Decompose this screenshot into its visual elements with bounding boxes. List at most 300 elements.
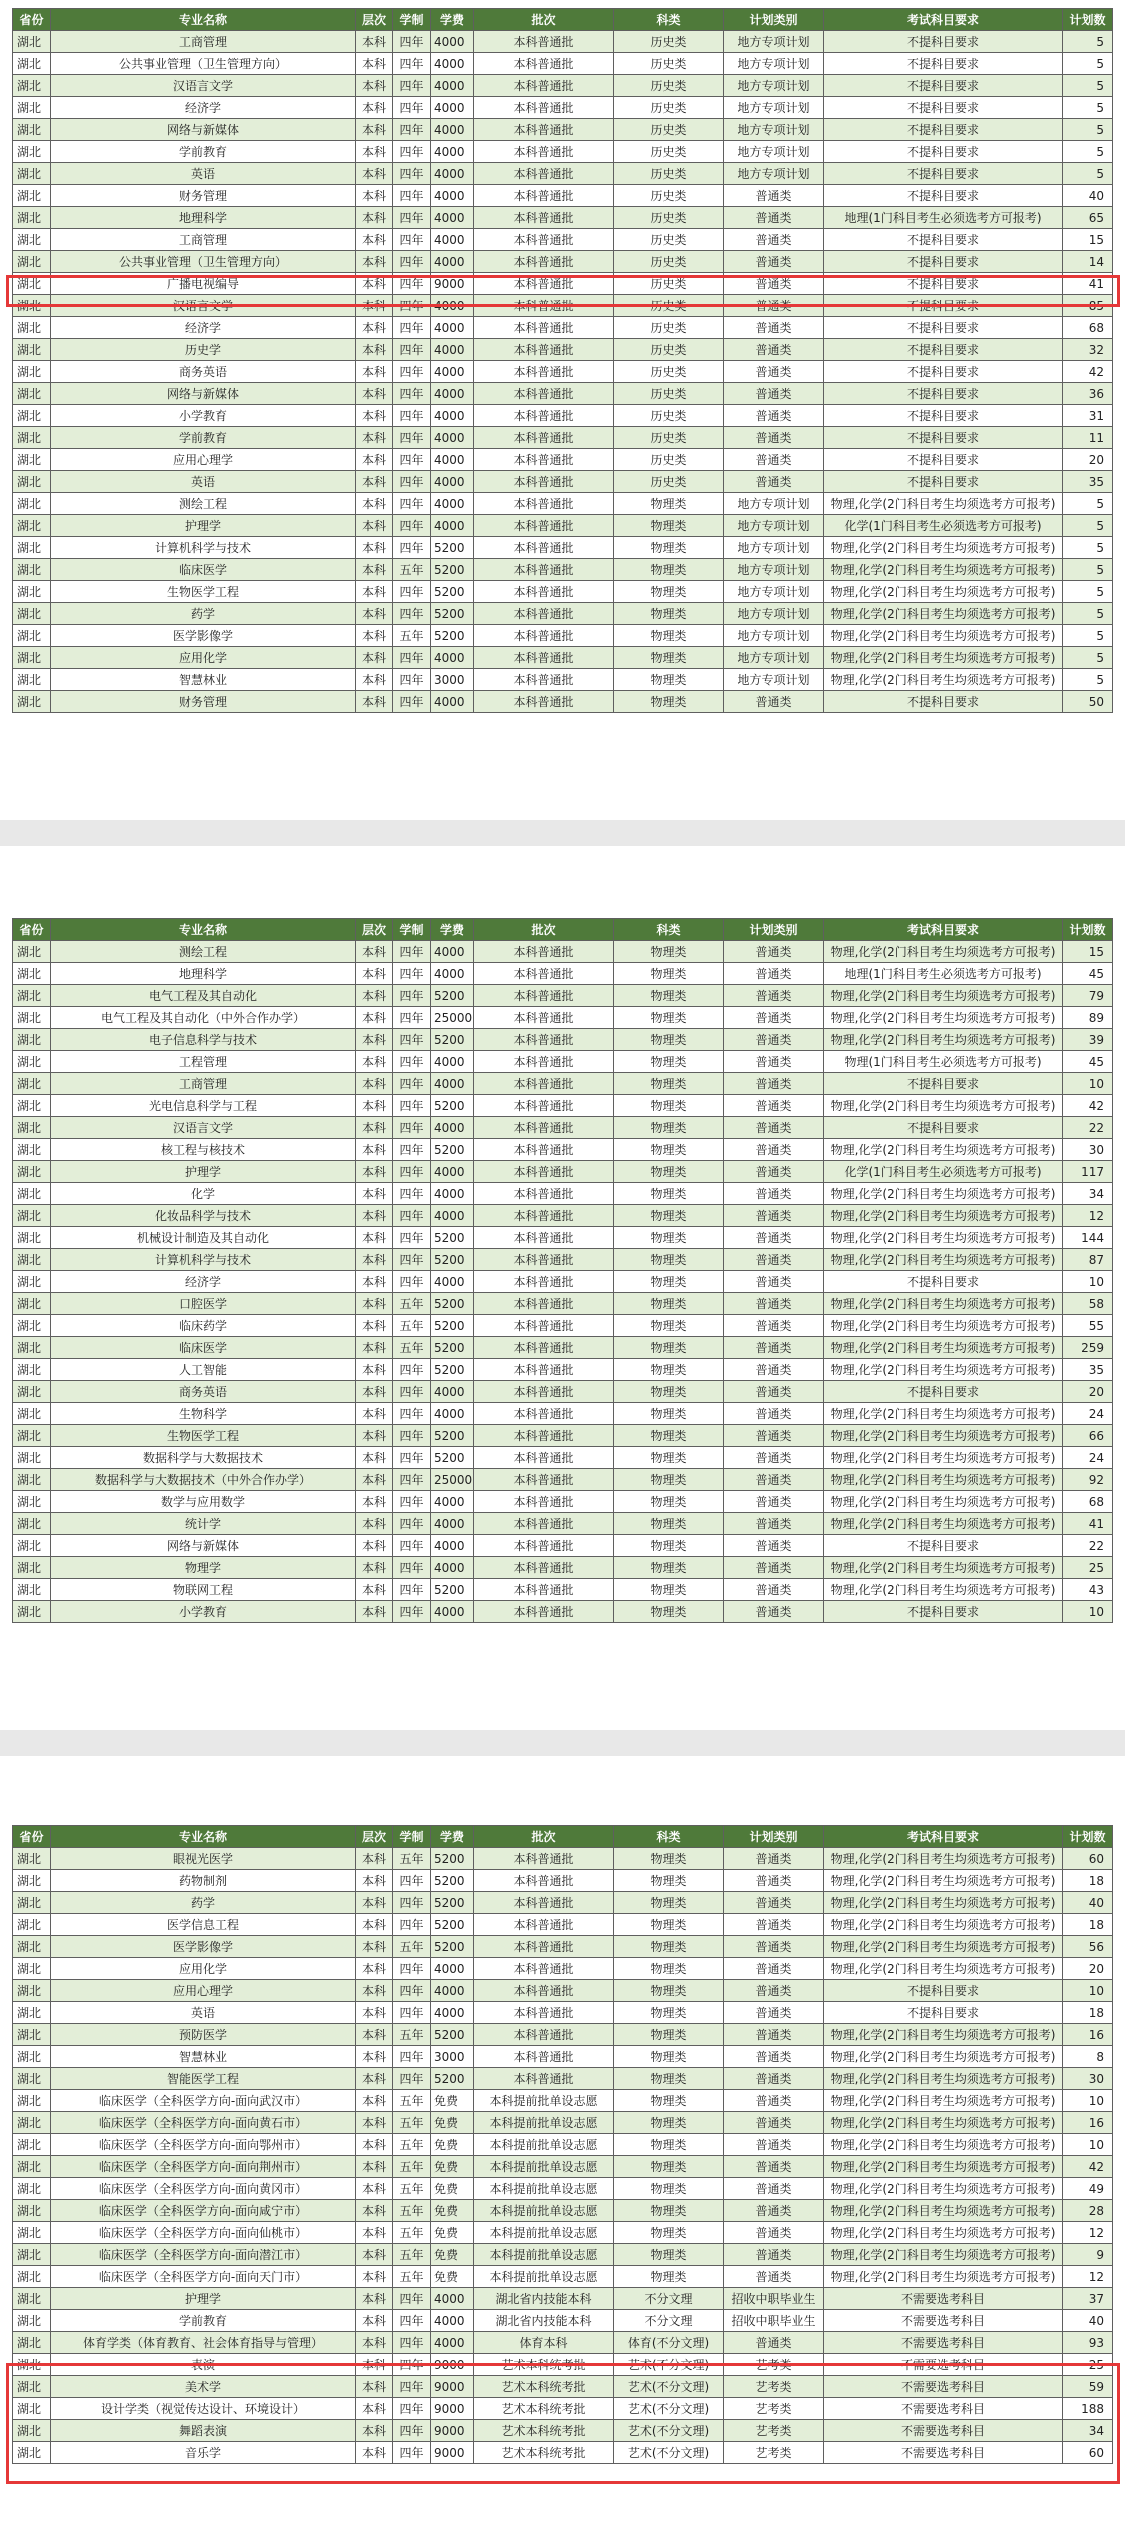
table-row (13, 2024, 1113, 2046)
cell-exam-requirement: 物理,化学(2门科目考生均须选考方可报考) (824, 2156, 1063, 2178)
cell-tuition: 3000 (431, 669, 474, 691)
cell-province: 湖北 (13, 1447, 51, 1469)
cell-batch: 本科普通批 (474, 119, 614, 141)
cell-exam-requirement: 不需要选考科目 (824, 2398, 1063, 2420)
cell-plan-type: 招收中职毕业生 (724, 2288, 824, 2310)
cell-duration: 四年 (393, 2332, 431, 2354)
cell-tuition: 5200 (431, 1914, 474, 1936)
cell-tuition: 4000 (431, 1958, 474, 1980)
cell-level: 本科 (356, 1870, 393, 1892)
cell-level: 本科 (356, 1513, 393, 1535)
cell-major: 数学与应用数学 (51, 1491, 356, 1513)
table-row (13, 2376, 1113, 2398)
cell-exam-requirement: 不提科目要求 (824, 163, 1063, 185)
cell-batch: 本科普通批 (474, 493, 614, 515)
admission-table-2 (12, 918, 1112, 1623)
cell-exam-requirement: 不提科目要求 (824, 295, 1063, 317)
table-row (13, 2178, 1113, 2200)
cell-subject-category: 历史类 (614, 361, 724, 383)
cell-tuition: 25000 (431, 1007, 474, 1029)
cell-subject-category: 物理类 (614, 1315, 724, 1337)
cell-duration: 四年 (393, 2046, 431, 2068)
cell-batch: 本科普通批 (474, 31, 614, 53)
cell-tuition: 4000 (431, 295, 474, 317)
cell-plan-count: 89 (1063, 1007, 1113, 1029)
cell-plan-type: 普通类 (724, 361, 824, 383)
cell-plan-type: 地方专项计划 (724, 625, 824, 647)
cell-subject-category: 物理类 (614, 559, 724, 581)
cell-province: 湖北 (13, 1980, 51, 2002)
cell-batch: 本科普通批 (474, 383, 614, 405)
cell-batch: 本科普通批 (474, 1914, 614, 1936)
cell-duration: 四年 (393, 119, 431, 141)
cell-plan-type: 普通类 (724, 317, 824, 339)
cell-level: 本科 (356, 1183, 393, 1205)
cell-level: 本科 (356, 1958, 393, 1980)
cell-tuition: 5200 (431, 603, 474, 625)
cell-tuition: 9000 (431, 2376, 474, 2398)
cell-exam-requirement: 物理,化学(2门科目考生均须选考方可报考) (824, 1848, 1063, 1870)
cell-duration: 四年 (393, 1227, 431, 1249)
cell-exam-requirement: 不提科目要求 (824, 1980, 1063, 2002)
cell-batch: 本科普通批 (474, 603, 614, 625)
cell-duration: 四年 (393, 1183, 431, 1205)
cell-plan-count: 10 (1063, 1601, 1113, 1623)
cell-plan-type: 普通类 (724, 2112, 824, 2134)
cell-batch: 本科普通批 (474, 1337, 614, 1359)
cell-major: 广播电视编导 (51, 273, 356, 295)
cell-province: 湖北 (13, 537, 51, 559)
cell-province: 湖北 (13, 427, 51, 449)
cell-province: 湖北 (13, 1557, 51, 1579)
cell-exam-requirement: 不提科目要求 (824, 339, 1063, 361)
cell-batch: 本科普通批 (474, 1980, 614, 2002)
cell-duration: 四年 (393, 1914, 431, 1936)
cell-exam-requirement: 物理,化学(2门科目考生均须选考方可报考) (824, 2068, 1063, 2090)
cell-major: 医学信息工程 (51, 1914, 356, 1936)
cell-province: 湖北 (13, 1848, 51, 1870)
cell-plan-count: 65 (1063, 207, 1113, 229)
cell-plan-type: 普通类 (724, 1359, 824, 1381)
cell-tuition: 4000 (431, 75, 474, 97)
table-row (13, 471, 1113, 493)
cell-province: 湖北 (13, 2178, 51, 2200)
cell-province: 湖北 (13, 1161, 51, 1183)
cell-plan-type: 普通类 (724, 2024, 824, 2046)
cell-province: 湖北 (13, 1403, 51, 1425)
cell-duration: 四年 (393, 295, 431, 317)
cell-plan-type: 普通类 (724, 427, 824, 449)
cell-duration: 四年 (393, 1425, 431, 1447)
cell-level: 本科 (356, 229, 393, 251)
cell-plan-type: 普通类 (724, 1914, 824, 1936)
cell-major: 汉语言文学 (51, 295, 356, 317)
table-row (13, 229, 1113, 251)
cell-province: 湖北 (13, 1579, 51, 1601)
cell-batch: 本科普通批 (474, 1447, 614, 1469)
cell-plan-type: 艺考类 (724, 2354, 824, 2376)
table-header-row (13, 9, 1113, 31)
cell-plan-count: 5 (1063, 559, 1113, 581)
table-row (13, 603, 1113, 625)
cell-plan-count: 55 (1063, 1315, 1113, 1337)
cell-plan-count: 60 (1063, 1848, 1113, 1870)
cell-subject-category: 物理类 (614, 1073, 724, 1095)
cell-subject-category: 物理类 (614, 2156, 724, 2178)
cell-major: 学前教育 (51, 141, 356, 163)
cell-plan-count: 9 (1063, 2244, 1113, 2266)
cell-subject-category: 物理类 (614, 1914, 724, 1936)
cell-province: 湖北 (13, 1535, 51, 1557)
cell-exam-requirement: 物理,化学(2门科目考生均须选考方可报考) (824, 559, 1063, 581)
cell-plan-count: 12 (1063, 1205, 1113, 1227)
cell-major: 眼视光医学 (51, 1848, 356, 1870)
header-exam-requirement: 考试科目要求 (824, 1826, 1063, 1848)
cell-plan-type: 普通类 (724, 1161, 824, 1183)
cell-province: 湖北 (13, 273, 51, 295)
cell-exam-requirement: 物理,化学(2门科目考生均须选考方可报考) (824, 1359, 1063, 1381)
cell-tuition: 4000 (431, 1980, 474, 2002)
table-header-row (13, 1826, 1113, 1848)
cell-plan-count: 144 (1063, 1227, 1113, 1249)
cell-exam-requirement: 不提科目要求 (824, 229, 1063, 251)
cell-subject-category: 历史类 (614, 185, 724, 207)
cell-major: 测绘工程 (51, 493, 356, 515)
cell-major: 汉语言文学 (51, 75, 356, 97)
cell-province: 湖北 (13, 2376, 51, 2398)
cell-province: 湖北 (13, 449, 51, 471)
cell-batch: 本科普通批 (474, 1029, 614, 1051)
cell-subject-category: 艺术(不分文理) (614, 2376, 724, 2398)
cell-tuition: 5200 (431, 1870, 474, 1892)
table-row (13, 941, 1113, 963)
cell-duration: 五年 (393, 2244, 431, 2266)
cell-tuition: 4000 (431, 1117, 474, 1139)
cell-exam-requirement: 不提科目要求 (824, 31, 1063, 53)
cell-subject-category: 历史类 (614, 471, 724, 493)
cell-duration: 四年 (393, 383, 431, 405)
cell-tuition: 5200 (431, 1227, 474, 1249)
cell-plan-type: 普通类 (724, 1958, 824, 1980)
cell-exam-requirement: 地理(1门科目考生必须选考方可报考) (824, 963, 1063, 985)
header-exam-requirement: 考试科目要求 (824, 919, 1063, 941)
cell-duration: 五年 (393, 2266, 431, 2288)
cell-level: 本科 (356, 31, 393, 53)
cell-province: 湖北 (13, 1315, 51, 1337)
cell-subject-category: 物理类 (614, 515, 724, 537)
cell-batch: 本科普通批 (474, 1958, 614, 1980)
cell-major: 经济学 (51, 1271, 356, 1293)
cell-batch: 本科普通批 (474, 1513, 614, 1535)
cell-plan-count: 42 (1063, 1095, 1113, 1117)
cell-batch: 本科提前批单设志愿 (474, 2134, 614, 2156)
cell-level: 本科 (356, 141, 393, 163)
cell-tuition: 4000 (431, 691, 474, 713)
cell-duration: 四年 (393, 1469, 431, 1491)
header-tuition: 学费 (431, 9, 474, 31)
cell-plan-type: 普通类 (724, 1139, 824, 1161)
cell-major: 网络与新媒体 (51, 1535, 356, 1557)
cell-exam-requirement: 不需要选考科目 (824, 2354, 1063, 2376)
cell-province: 湖北 (13, 317, 51, 339)
cell-exam-requirement: 不提科目要求 (824, 361, 1063, 383)
cell-tuition: 5200 (431, 581, 474, 603)
cell-tuition: 5200 (431, 2024, 474, 2046)
cell-batch: 本科普通批 (474, 339, 614, 361)
cell-province: 湖北 (13, 361, 51, 383)
cell-plan-type: 普通类 (724, 405, 824, 427)
cell-duration: 四年 (393, 985, 431, 1007)
cell-batch: 本科普通批 (474, 1315, 614, 1337)
cell-batch: 本科普通批 (474, 1161, 614, 1183)
cell-batch: 体育本科 (474, 2332, 614, 2354)
cell-plan-count: 34 (1063, 2420, 1113, 2442)
cell-plan-type: 普通类 (724, 1848, 824, 1870)
cell-province: 湖北 (13, 1007, 51, 1029)
table-row (13, 1892, 1113, 1914)
cell-province: 湖北 (13, 2420, 51, 2442)
cell-batch: 艺术本科统考批 (474, 2398, 614, 2420)
cell-batch: 本科普通批 (474, 625, 614, 647)
cell-level: 本科 (356, 2244, 393, 2266)
cell-level: 本科 (356, 581, 393, 603)
cell-exam-requirement: 物理,化学(2门科目考生均须选考方可报考) (824, 1579, 1063, 1601)
cell-duration: 四年 (393, 963, 431, 985)
cell-tuition: 免费 (431, 2134, 474, 2156)
cell-plan-type: 地方专项计划 (724, 75, 824, 97)
cell-major: 音乐学 (51, 2442, 356, 2464)
table-row (13, 2112, 1113, 2134)
cell-level: 本科 (356, 1381, 393, 1403)
cell-tuition: 5200 (431, 1337, 474, 1359)
cell-province: 湖北 (13, 1205, 51, 1227)
cell-tuition: 5200 (431, 1095, 474, 1117)
cell-batch: 本科普通批 (474, 207, 614, 229)
cell-tuition: 5200 (431, 559, 474, 581)
cell-plan-count: 22 (1063, 1117, 1113, 1139)
cell-plan-type: 普通类 (724, 1381, 824, 1403)
cell-subject-category: 艺术(不分文理) (614, 2354, 724, 2376)
cell-subject-category: 物理类 (614, 581, 724, 603)
cell-level: 本科 (356, 53, 393, 75)
cell-exam-requirement: 物理,化学(2门科目考生均须选考方可报考) (824, 1293, 1063, 1315)
cell-major: 智慧林业 (51, 2046, 356, 2068)
cell-level: 本科 (356, 2354, 393, 2376)
cell-subject-category: 物理类 (614, 2200, 724, 2222)
cell-major: 预防医学 (51, 2024, 356, 2046)
cell-plan-count: 5 (1063, 97, 1113, 119)
cell-duration: 四年 (393, 2376, 431, 2398)
cell-major: 药物制剂 (51, 1870, 356, 1892)
cell-plan-type: 普通类 (724, 691, 824, 713)
cell-major: 财务管理 (51, 185, 356, 207)
header-plan-type: 计划类别 (724, 1826, 824, 1848)
cell-subject-category: 物理类 (614, 1337, 724, 1359)
table-row (13, 31, 1113, 53)
table-row (13, 295, 1113, 317)
cell-plan-type: 普通类 (724, 251, 824, 273)
cell-duration: 四年 (393, 1359, 431, 1381)
cell-batch: 本科提前批单设志愿 (474, 2222, 614, 2244)
cell-exam-requirement: 不需要选考科目 (824, 2310, 1063, 2332)
cell-batch: 本科普通批 (474, 1469, 614, 1491)
cell-subject-category: 物理类 (614, 1892, 724, 1914)
header-major: 专业名称 (51, 919, 356, 941)
cell-province: 湖北 (13, 207, 51, 229)
cell-subject-category: 物理类 (614, 1848, 724, 1870)
cell-major: 光电信息科学与工程 (51, 1095, 356, 1117)
cell-exam-requirement: 不提科目要求 (824, 53, 1063, 75)
cell-province: 湖北 (13, 1051, 51, 1073)
cell-duration: 五年 (393, 2178, 431, 2200)
cell-duration: 四年 (393, 1007, 431, 1029)
cell-level: 本科 (356, 1249, 393, 1271)
cell-major: 应用化学 (51, 647, 356, 669)
cell-major: 生物医学工程 (51, 1425, 356, 1447)
cell-plan-count: 10 (1063, 1073, 1113, 1095)
cell-tuition: 免费 (431, 2222, 474, 2244)
cell-major: 应用心理学 (51, 449, 356, 471)
cell-province: 湖北 (13, 1249, 51, 1271)
cell-major: 护理学 (51, 515, 356, 537)
cell-duration: 五年 (393, 2200, 431, 2222)
cell-plan-type: 普通类 (724, 229, 824, 251)
cell-exam-requirement: 物理,化学(2门科目考生均须选考方可报考) (824, 1029, 1063, 1051)
cell-tuition: 4000 (431, 31, 474, 53)
cell-province: 湖北 (13, 2156, 51, 2178)
cell-exam-requirement: 物理,化学(2门科目考生均须选考方可报考) (824, 1936, 1063, 1958)
cell-plan-count: 10 (1063, 2090, 1113, 2112)
header-tuition: 学费 (431, 1826, 474, 1848)
cell-exam-requirement: 物理,化学(2门科目考生均须选考方可报考) (824, 1513, 1063, 1535)
cell-duration: 五年 (393, 559, 431, 581)
table-row (13, 1117, 1113, 1139)
cell-plan-type: 普通类 (724, 1403, 824, 1425)
cell-level: 本科 (356, 1161, 393, 1183)
cell-plan-count: 5 (1063, 669, 1113, 691)
cell-level: 本科 (356, 1117, 393, 1139)
cell-batch: 本科普通批 (474, 449, 614, 471)
cell-duration: 四年 (393, 361, 431, 383)
cell-subject-category: 物理类 (614, 625, 724, 647)
cell-level: 本科 (356, 295, 393, 317)
table-row (13, 449, 1113, 471)
cell-subject-category: 历史类 (614, 449, 724, 471)
cell-level: 本科 (356, 1425, 393, 1447)
cell-plan-count: 45 (1063, 963, 1113, 985)
cell-duration: 四年 (393, 1601, 431, 1623)
cell-plan-type: 普通类 (724, 1936, 824, 1958)
cell-major: 历史学 (51, 339, 356, 361)
cell-tuition: 3000 (431, 2046, 474, 2068)
cell-plan-count: 259 (1063, 1337, 1113, 1359)
cell-subject-category: 物理类 (614, 537, 724, 559)
cell-level: 本科 (356, 2090, 393, 2112)
cell-exam-requirement: 不提科目要求 (824, 2002, 1063, 2024)
cell-tuition: 5200 (431, 1425, 474, 1447)
admission-table-3 (12, 1825, 1112, 2464)
cell-subject-category: 物理类 (614, 2068, 724, 2090)
table-row (13, 317, 1113, 339)
cell-duration: 四年 (393, 581, 431, 603)
cell-subject-category: 物理类 (614, 1980, 724, 2002)
cell-exam-requirement: 物理,化学(2门科目考生均须选考方可报考) (824, 2200, 1063, 2222)
cell-province: 湖北 (13, 141, 51, 163)
cell-duration: 四年 (393, 1117, 431, 1139)
cell-plan-count: 15 (1063, 941, 1113, 963)
cell-plan-type: 地方专项计划 (724, 119, 824, 141)
cell-duration: 四年 (393, 493, 431, 515)
cell-duration: 四年 (393, 31, 431, 53)
cell-plan-type: 普通类 (724, 1007, 824, 1029)
cell-duration: 四年 (393, 1381, 431, 1403)
cell-exam-requirement: 不需要选考科目 (824, 2332, 1063, 2354)
cell-subject-category: 物理类 (614, 1870, 724, 1892)
cell-subject-category: 历史类 (614, 31, 724, 53)
cell-level: 本科 (356, 1139, 393, 1161)
cell-major: 药学 (51, 603, 356, 625)
cell-plan-count: 5 (1063, 119, 1113, 141)
table-row (13, 163, 1113, 185)
cell-province: 湖北 (13, 941, 51, 963)
cell-plan-count: 18 (1063, 1870, 1113, 1892)
cell-province: 湖北 (13, 1601, 51, 1623)
cell-exam-requirement: 物理,化学(2门科目考生均须选考方可报考) (824, 1914, 1063, 1936)
table-row (13, 1601, 1113, 1623)
cell-batch: 本科提前批单设志愿 (474, 2244, 614, 2266)
header-subject-category: 科类 (614, 919, 724, 941)
cell-tuition: 4000 (431, 515, 474, 537)
table-row (13, 1161, 1113, 1183)
cell-plan-count: 85 (1063, 295, 1113, 317)
cell-level: 本科 (356, 625, 393, 647)
header-duration: 学制 (393, 9, 431, 31)
cell-duration: 四年 (393, 1029, 431, 1051)
cell-subject-category: 历史类 (614, 229, 724, 251)
cell-subject-category: 物理类 (614, 1359, 724, 1381)
cell-tuition: 4000 (431, 1403, 474, 1425)
cell-level: 本科 (356, 1293, 393, 1315)
table-row (13, 2156, 1113, 2178)
cell-subject-category: 物理类 (614, 1535, 724, 1557)
cell-batch: 本科普通批 (474, 647, 614, 669)
cell-major: 临床医学（全科医学方向-面向天门市） (51, 2266, 356, 2288)
cell-batch: 本科普通批 (474, 1403, 614, 1425)
cell-batch: 本科普通批 (474, 1425, 614, 1447)
cell-province: 湖北 (13, 2134, 51, 2156)
table-row (13, 1535, 1113, 1557)
cell-plan-type: 普通类 (724, 2244, 824, 2266)
cell-exam-requirement: 不需要选考科目 (824, 2442, 1063, 2464)
table-row (13, 559, 1113, 581)
cell-exam-requirement: 物理,化学(2门科目考生均须选考方可报考) (824, 1958, 1063, 1980)
cell-subject-category: 物理类 (614, 1381, 724, 1403)
cell-province: 湖北 (13, 1425, 51, 1447)
table-row (13, 1447, 1113, 1469)
cell-tuition: 9000 (431, 2420, 474, 2442)
cell-plan-count: 35 (1063, 471, 1113, 493)
table-row (13, 691, 1113, 713)
cell-plan-count: 59 (1063, 2376, 1113, 2398)
cell-exam-requirement: 不提科目要求 (824, 273, 1063, 295)
cell-plan-count: 40 (1063, 2310, 1113, 2332)
cell-level: 本科 (356, 163, 393, 185)
cell-major: 化妆品科学与技术 (51, 1205, 356, 1227)
cell-plan-type: 艺考类 (724, 2420, 824, 2442)
cell-plan-type: 艺考类 (724, 2398, 824, 2420)
cell-plan-type: 普通类 (724, 1425, 824, 1447)
cell-province: 湖北 (13, 1139, 51, 1161)
